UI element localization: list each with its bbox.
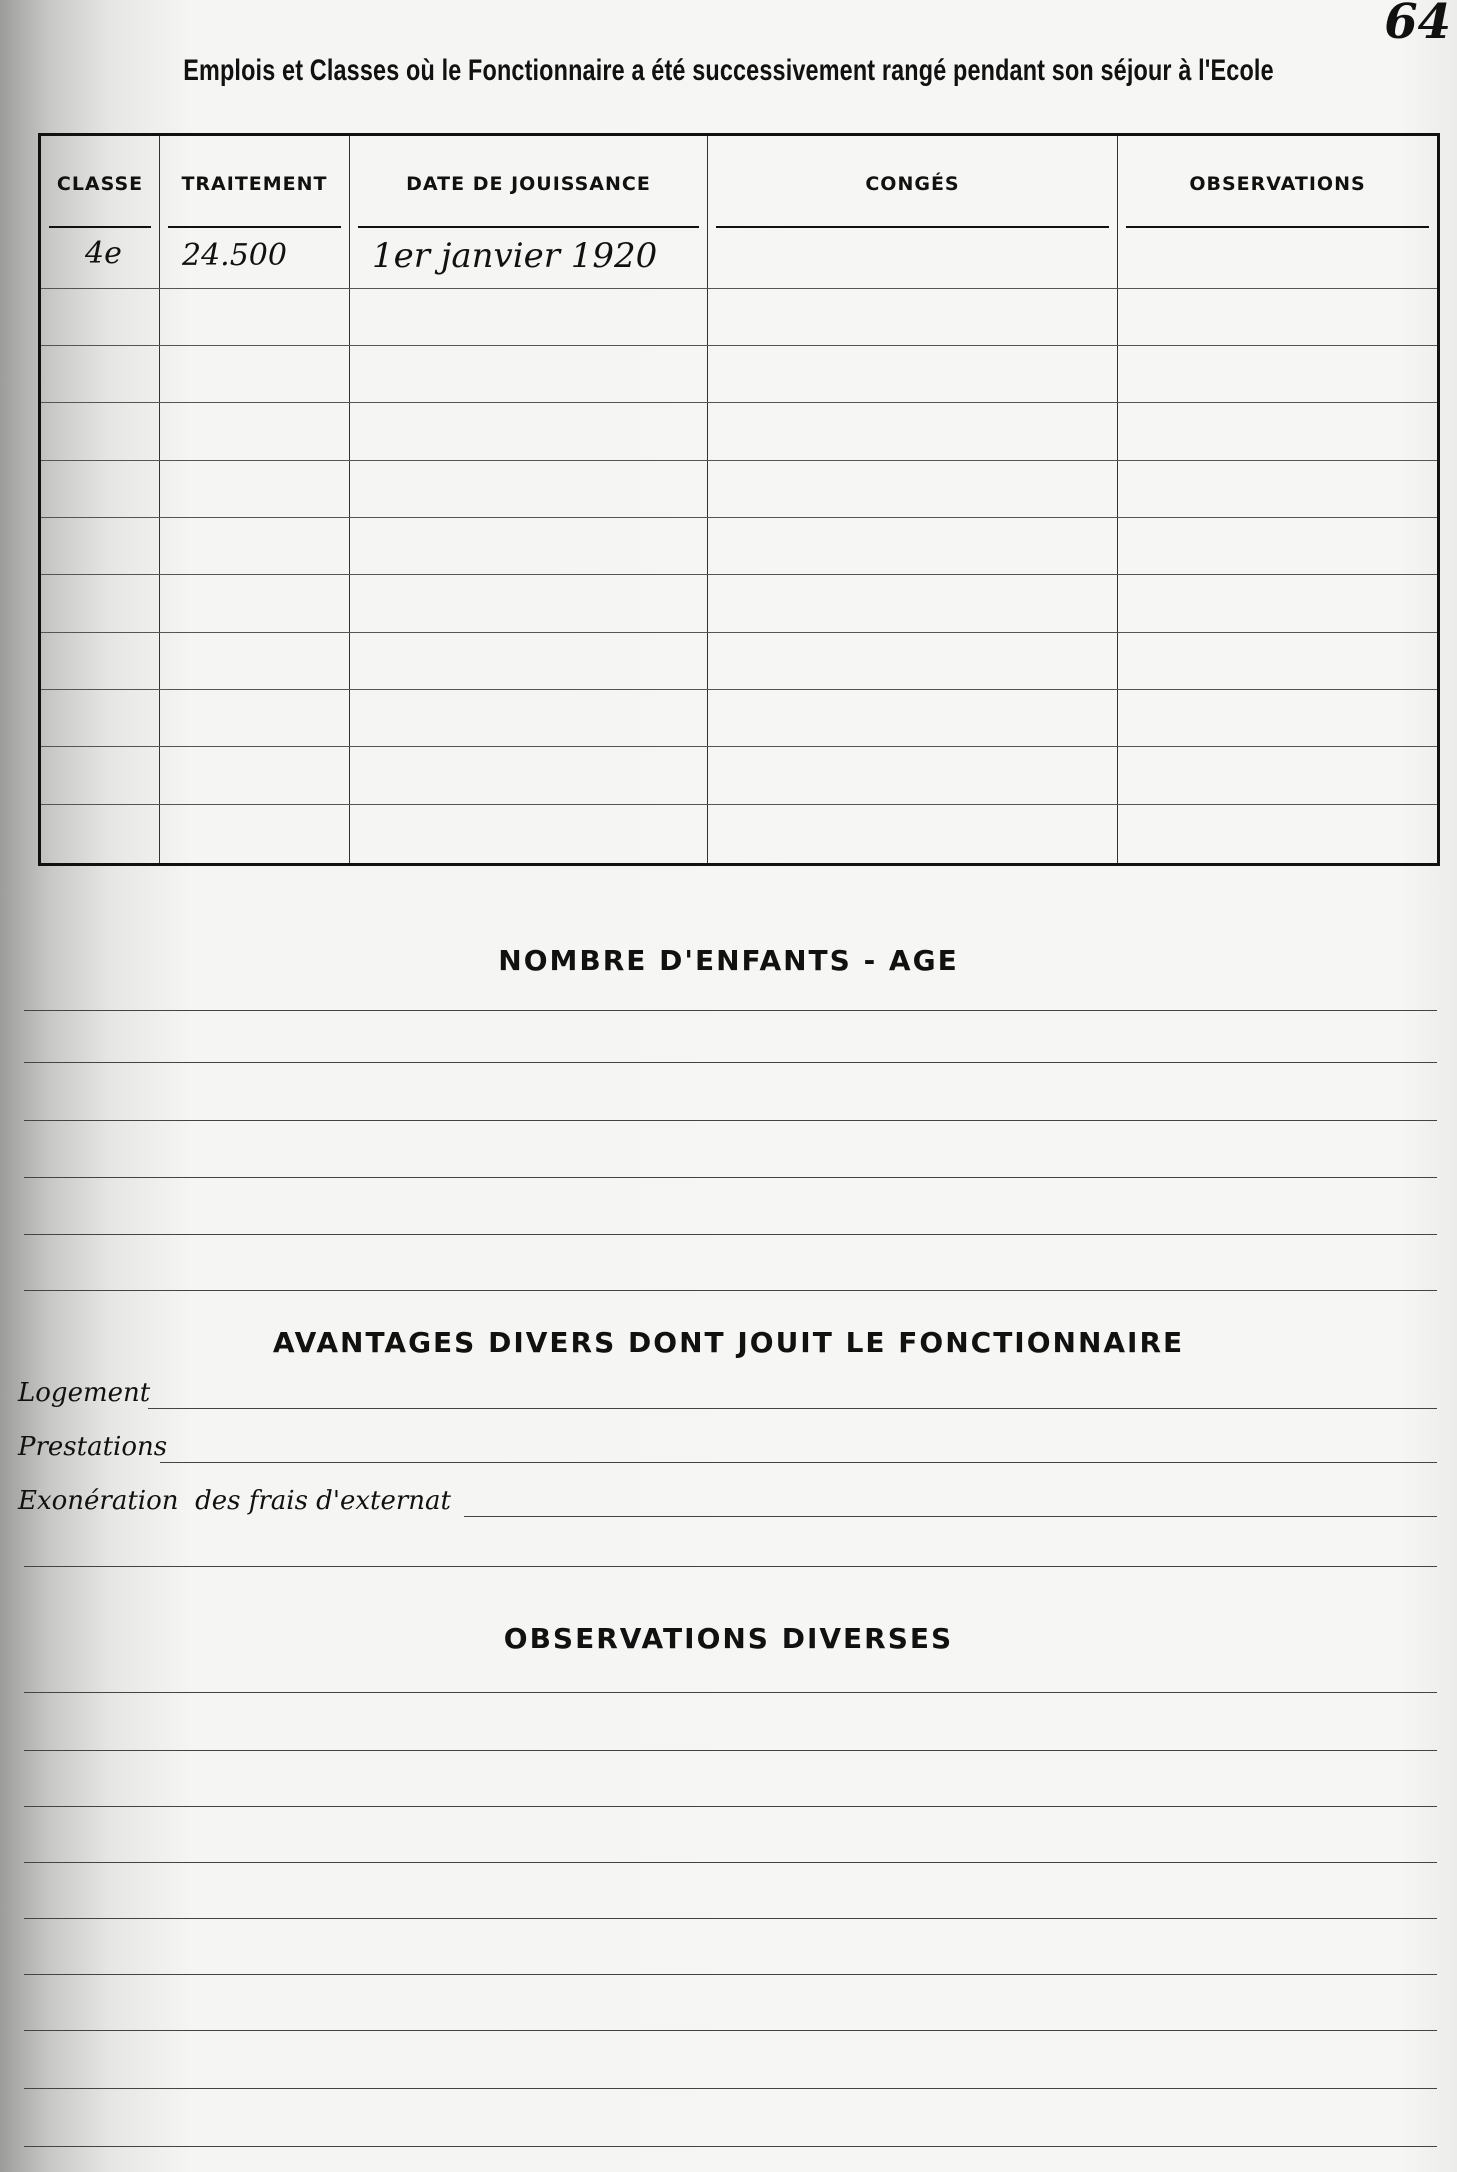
page-number: 64 (1384, 0, 1451, 50)
ruled-line (24, 2030, 1437, 2031)
table-row (40, 690, 1439, 747)
exoneration-line (464, 1516, 1437, 1517)
label-prestations: Prestations (18, 1432, 168, 1462)
header-title: Emplois et Classes où le Fonctionnaire a été successivement rangé pendant son séjour à l'Ecole (183, 54, 1274, 87)
employment-table (38, 133, 1440, 866)
table-row (40, 403, 1439, 460)
section-title-avantages: AVANTAGES DIVERS DONT JOUIT LE FONCTIONNAIRE (272, 1326, 1185, 1359)
column-header-classe: CLASSE (40, 135, 160, 232)
column-header-date: DATE DE JOUISSANCE (350, 135, 708, 232)
column-header-conges: CONGÉS (708, 135, 1118, 232)
table-row (40, 460, 1439, 517)
ruled-line (24, 1750, 1437, 1751)
ruled-line (24, 1062, 1437, 1063)
table-row (40, 632, 1439, 689)
column-header-observations: OBSERVATIONS (1118, 135, 1439, 232)
ruled-line (24, 1234, 1437, 1235)
table-row (40, 518, 1439, 575)
ruled-line (24, 1918, 1437, 1919)
cell-classe: 4e (40, 232, 160, 289)
table-row (40, 232, 1439, 289)
table-header-row (40, 135, 1439, 232)
table-row (40, 288, 1439, 345)
ruled-line (24, 1862, 1437, 1863)
ruled-line (24, 1177, 1437, 1178)
ruled-line (24, 1692, 1437, 1693)
section-title-enfants: NOMBRE D'ENFANTS - AGE (498, 944, 959, 977)
ruled-line (24, 1566, 1437, 1567)
table-row (40, 747, 1439, 804)
logement-line (148, 1408, 1437, 1409)
column-header-traitement: TRAITEMENT (160, 135, 350, 232)
table-row (40, 346, 1439, 403)
ruled-line (24, 1806, 1437, 1807)
section-title-observations: OBSERVATIONS DIVERSES (503, 1622, 954, 1655)
cell-date: 1er janvier 1920 (350, 232, 708, 289)
prestations-line (160, 1462, 1437, 1463)
ruled-line (24, 2146, 1437, 2147)
table-row (40, 804, 1439, 864)
table-row (40, 575, 1439, 632)
ruled-line (24, 1010, 1437, 1011)
ruled-line (24, 1290, 1437, 1291)
ruled-line (24, 1974, 1437, 1975)
label-logement: Logement (18, 1378, 151, 1408)
label-exoneration: Exonération des frais d'externat (18, 1486, 451, 1516)
cell-observations (1118, 232, 1439, 289)
cell-traitement: 24.500 (160, 232, 350, 289)
cell-conges (708, 232, 1118, 289)
ruled-line (24, 1120, 1437, 1121)
ruled-line (24, 2088, 1437, 2089)
